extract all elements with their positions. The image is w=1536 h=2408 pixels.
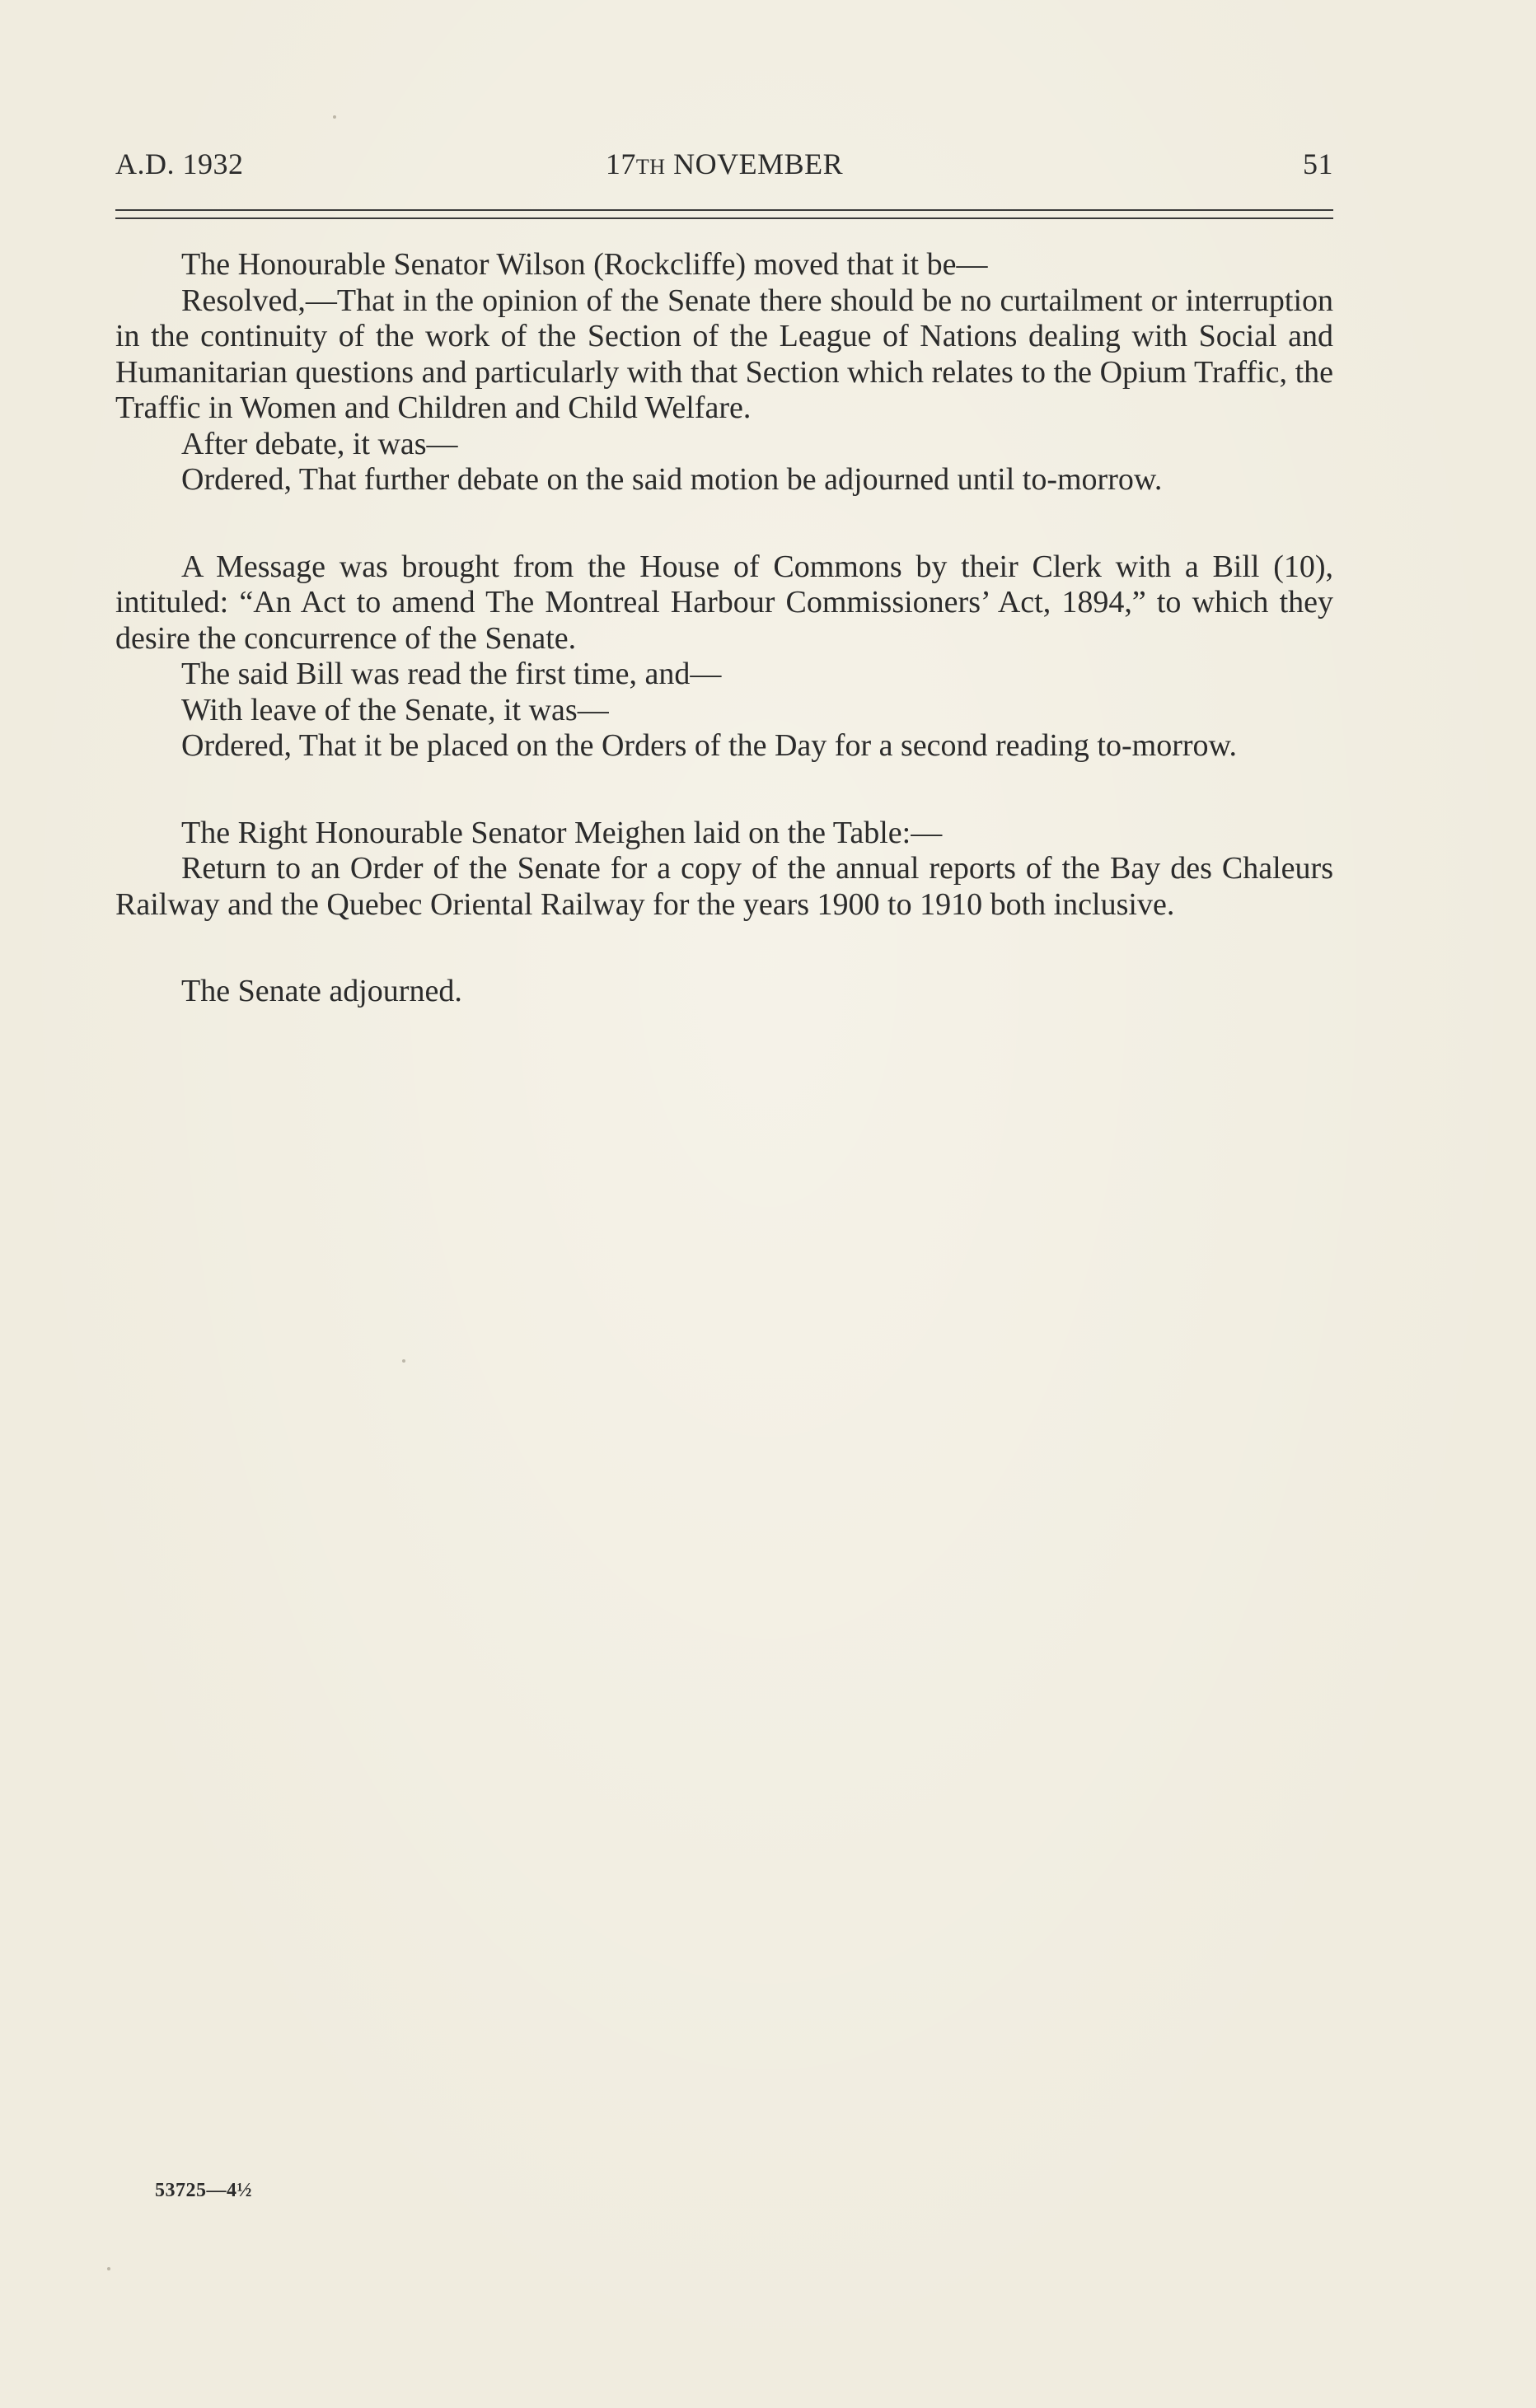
page-number: 51 (1303, 147, 1333, 180)
paper-speck (333, 115, 336, 119)
section-gap (115, 764, 1333, 816)
header-day: 17 (605, 147, 636, 180)
paragraph-resolved: Resolved,—That in the opinion of the Senate there should be no curtailment or interruption in the continuity of the work of the Section of the League of Nations dealing with Social and Humanitarian questions and particularly with that Section which relates to the Opium Traffic, the Traffic in Women and Children and Child Welfare. (115, 283, 1333, 425)
paragraph-ordered-second-reading: Ordered, That it be placed on the Orders of the Day for a second reading to-morrow. (181, 728, 1237, 763)
journal-body (115, 247, 1333, 1010)
header-year: A.D. 1932 (115, 147, 244, 180)
printer-signature: 53725—4½ (155, 2180, 252, 2201)
running-head (115, 147, 1333, 188)
header-date (115, 147, 1333, 181)
paragraph-table: The Right Honourable Senator Meighen laid on the Table:— (181, 815, 943, 850)
paragraph-leave: With leave of the Senate, it was— (181, 692, 609, 727)
header-rule-bottom (115, 217, 1333, 219)
paragraph-ordered-adjourn: Ordered, That further debate on the said motion be adjourned until to-morrow. (181, 462, 1163, 497)
header-rule-top (115, 209, 1333, 211)
section-gap (115, 923, 1333, 974)
header-month: NOVEMBER (673, 147, 844, 180)
paper-speck (107, 2267, 110, 2270)
paragraph-first-reading: The said Bill was read the first time, and— (181, 657, 722, 691)
section-gap (115, 498, 1333, 549)
paper-speck (402, 1359, 405, 1363)
paragraph-after-debate: After debate, it was— (181, 426, 458, 461)
header-day-suffix: TH (635, 155, 666, 179)
paragraph-message: A Message was brought from the House of Commons by their Clerk with a Bill (10), intituled: “An Act to amend The Montreal Harbour Commissioners’ Act, 1894,” to which they desire the concurrence of the Senate. (115, 549, 1333, 656)
paragraph-return: Return to an Order of the Senate for a copy of the annual reports of the Bay des Chaleurs Railway and the Quebec Oriental Railway for the years 1900 to 1910 both inclusive. (115, 851, 1333, 922)
paragraph-motion: The Honourable Senator Wilson (Rockcliffe) moved that it be— (181, 247, 988, 282)
paper-speck (653, 478, 656, 481)
paragraph-adjourned: The Senate adjourned. (181, 974, 462, 1008)
